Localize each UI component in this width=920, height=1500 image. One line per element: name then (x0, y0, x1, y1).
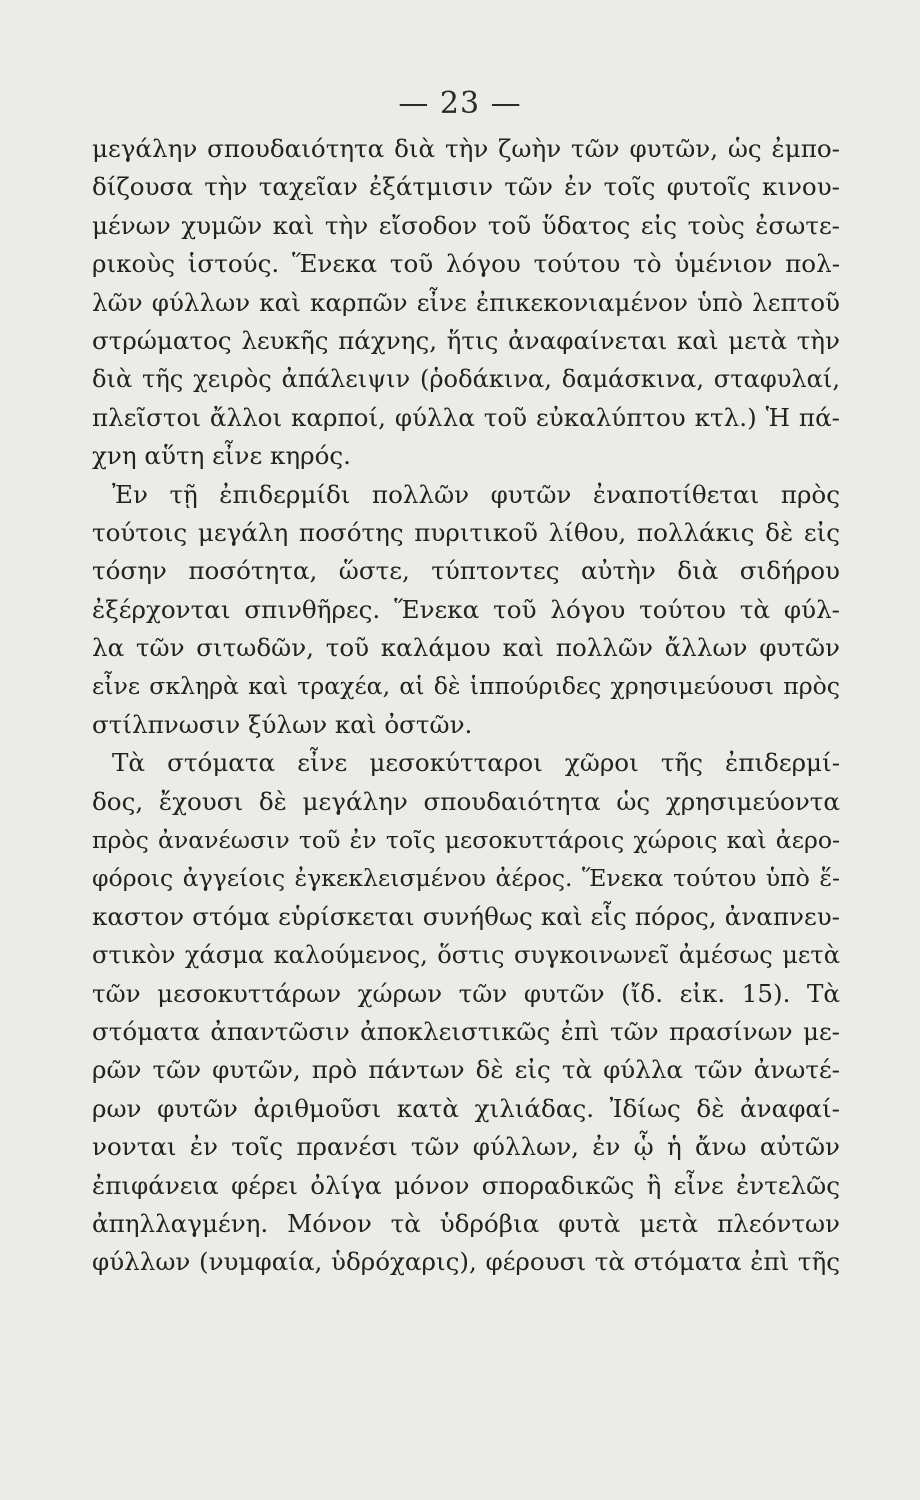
text-line: νονται ἐν τοῖς πρανέσι τῶν φύλλων, ἐν ᾧ ἡ ἄνω αὐτῶν (92, 1132, 840, 1162)
text-line: στικὸν χάσμα καλούμενος, ὅστις συγκοινωνεῖ ἀμέσως μετὰ (92, 941, 840, 970)
text-line: μεγάλην σπουδαιότητα διὰ τὴν ζωὴν τῶν φυτῶν, ὡς ἐμπο- (92, 134, 840, 163)
text-line: διὰ τῆς χειρὸς ἀπάλειψιν (ῥοδάκινα, δαμάσκινα, σταφυλαί, (92, 365, 840, 394)
text-line: εἶνε σκληρὰ καὶ τραχέα, αἱ δὲ ἱππούριδες χρησιμεύουσι πρὸς (92, 672, 840, 701)
text-line: φύλλων (νυμφαία, ὑδρόχαρις), φέρουσι τὰ στόματα ἐπὶ τῆς (92, 1247, 840, 1277)
text-line: στρώματος λευκῆς πάχνης, ἥτις ἀναφαίνεται καὶ μετὰ τὴν (92, 325, 840, 355)
text-line: τούτοις μεγάλη ποσότης πυριτικοῦ λίθου, πολλάκις δὲ εἰς (92, 517, 840, 547)
text-line: ρῶν τῶν φυτῶν, πρὸ πάντων δὲ εἰς τὰ φύλλα τῶν ἀνωτέ- (92, 1055, 840, 1085)
text-line: πλεῖστοι ἄλλοι καρποί, φύλλα τοῦ εὐκαλύπτου κτλ.) Ἡ πά- (92, 402, 840, 432)
text-line: χνη αὕτη εἶνε κηρός. (92, 441, 351, 471)
text-line: λα τῶν σιτωδῶν, τοῦ καλάμου καὶ πολλῶν ἄλλων φυτῶν (92, 633, 840, 663)
text-line: ἀπηλλαγμένη. Μόνον τὰ ὑδρόβια φυτὰ μετὰ πλεόντων (92, 1208, 840, 1238)
text-line: λῶν φύλλων καὶ καρπῶν εἶνε ἐπικεκονιαμένον ὑπὸ λεπτοῦ (92, 287, 840, 317)
text-line: καστον στόμα εὑρίσκεται συνήθως καὶ εἷς πόρος, ἀναπνευ- (92, 901, 840, 931)
text-line: τόσην ποσότητα, ὥστε, τύπτοντες αὐτὴν διὰ σιδήρου (92, 556, 840, 586)
text-line: δίζουσα τὴν ταχεῖαν ἐξάτμισιν τῶν ἐν τοῖς φυτοῖς κινου- (92, 172, 840, 202)
text-line: στόματα ἀπαντῶσιν ἀποκλειστικῶς ἐπὶ τῶν πρασίνων με- (92, 1016, 840, 1046)
text-line: πρὸς ἀνανέωσιν τοῦ ἐν τοῖς μεσοκυττάροις χώροις καὶ ἀερο- (92, 826, 840, 855)
page-number: — 23 — (398, 86, 522, 121)
text-line: Τὰ στόματα εἶνε μεσοκύτταροι χῶροι τῆς ἐπιδερμί- (112, 748, 840, 778)
text-line: μένων χυμῶν καὶ τὴν εἴσοδον τοῦ ὕδατος εἰς τοὺς ἐσωτε- (92, 210, 840, 240)
text-line: Ἐν τῇ ἐπιδερμίδι πολλῶν φυτῶν ἐναποτίθεται πρὸς (112, 479, 840, 509)
text-line: ρικοὺς ἱστούς. Ἕνεκα τοῦ λόγου τούτου τὸ ὑμένιον πολ- (92, 249, 840, 279)
text-line: ἐπιφάνεια φέρει ὀλίγα μόνον σποραδικῶς ἢ εἶνε ἐντελῶς (92, 1170, 840, 1200)
text-line: τῶν μεσοκυττάρων χώρων τῶν φυτῶν (ἴδ. εἰκ. 15). Τὰ (92, 978, 840, 1008)
text-line: δος, ἔχουσι δὲ μεγάλην σπουδαιότητα ὡς χρησιμεύοντα (92, 786, 840, 816)
text-line: στίλπνωσιν ξύλων καὶ ὀστῶν. (92, 709, 473, 739)
body-text (92, 130, 840, 1282)
text-line: ρων φυτῶν ἀριθμοῦσι κατὰ χιλιάδας. Ἰδίως δὲ ἀναφαί- (92, 1093, 840, 1123)
text-line: ἐξέρχονται σπινθῆρες. Ἕνεκα τοῦ λόγου τούτου τὰ φύλ- (92, 594, 840, 624)
text-line: φόροις ἀγγείοις ἐγκεκλεισμένου ἀέρος. Ἕνεκα τούτου ὑπὸ ἕ- (92, 864, 840, 893)
